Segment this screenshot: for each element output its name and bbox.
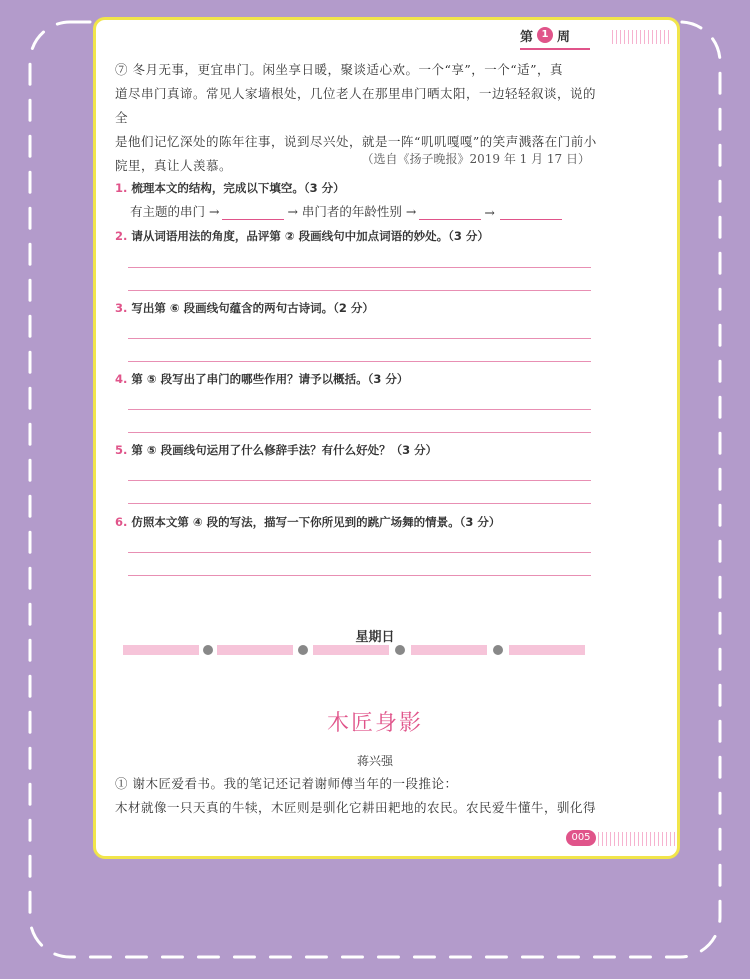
day-heading: 星期日 bbox=[355, 630, 395, 645]
fill-blank-2[interactable] bbox=[419, 205, 481, 220]
article-title: 木匠身影 bbox=[326, 711, 423, 736]
fill-text-1: 有主题的串门 → bbox=[130, 204, 220, 219]
answer-line[interactable] bbox=[128, 575, 591, 576]
divider-dot bbox=[395, 645, 405, 655]
answer-line[interactable] bbox=[128, 361, 591, 362]
question-number: 6. bbox=[115, 515, 128, 529]
question-text: 第 ⑤ 段写出了串门的哪些作用？请予以概括。（3 分） bbox=[131, 372, 409, 386]
divider-dot bbox=[493, 645, 503, 655]
header-stripes bbox=[612, 30, 672, 44]
answer-line[interactable] bbox=[128, 480, 591, 481]
question-6 bbox=[115, 514, 500, 530]
answer-line[interactable] bbox=[128, 552, 591, 553]
week-prefix: 第 bbox=[520, 29, 534, 45]
article-body bbox=[115, 772, 605, 820]
question-text: 请从词语用法的角度，品评第 ② 段画线句中加点词语的妙处。（3 分） bbox=[131, 229, 489, 243]
answer-line[interactable] bbox=[128, 338, 591, 339]
source-citation: （选自《扬子晚报》2019 年 1 月 17 日） bbox=[361, 152, 590, 166]
question-3 bbox=[115, 300, 374, 316]
question-1 bbox=[115, 180, 345, 196]
question-text: 仿照本文第 ④ 段的写法，描写一下你所见到的跳广场舞的情景。（3 分） bbox=[131, 515, 501, 529]
question-text: 写出第 ⑥ 段画线句蕴含的两句古诗词。（2 分） bbox=[131, 301, 374, 315]
article-author: 蒋兴强 bbox=[356, 754, 393, 768]
answer-line[interactable] bbox=[128, 503, 591, 504]
page-number: 005 bbox=[566, 830, 596, 846]
question-4 bbox=[115, 371, 408, 387]
paragraph-line: ⑦ 冬月无事，更宜串门。闲坐享日暖，聚谈适心欢。一个“享”，一个“适”，真 bbox=[115, 62, 564, 77]
day-divider bbox=[123, 645, 588, 655]
question-number: 1. bbox=[115, 181, 128, 195]
divider-dot bbox=[298, 645, 308, 655]
week-tab bbox=[520, 22, 570, 48]
week-number-badge: 1 bbox=[537, 27, 553, 43]
question-number: 3. bbox=[115, 301, 128, 315]
question-2 bbox=[115, 228, 489, 244]
week-suffix: 周 bbox=[557, 29, 571, 45]
question-text: 梳理本文的结构，完成以下填空。（3 分） bbox=[131, 181, 345, 195]
answer-line[interactable] bbox=[128, 432, 591, 433]
paragraph-line: 院里，真让人羡慕。 bbox=[115, 158, 233, 173]
answer-line[interactable] bbox=[128, 267, 591, 268]
question-number: 5. bbox=[115, 443, 128, 457]
article-line: 木材就像一只天真的牛犊，木匠则是驯化它耕田耙地的农民。农民爱牛懂牛，驯化得 bbox=[115, 800, 597, 815]
page-number-stripes bbox=[598, 832, 678, 846]
paragraph-line: 是他们记忆深处的陈年往事，说到尽兴处，就是一阵“叽叽嘎嘎”的笑声溅落在门前小 bbox=[115, 134, 597, 149]
fill-text-2: → 串门者的年龄性别 → bbox=[287, 204, 417, 219]
answer-line[interactable] bbox=[128, 290, 591, 291]
fill-text-3: → bbox=[484, 205, 495, 220]
question-number: 4. bbox=[115, 372, 128, 386]
question-5 bbox=[115, 442, 437, 458]
question-number: 2. bbox=[115, 229, 128, 243]
fill-blank-3[interactable] bbox=[500, 205, 562, 220]
paragraph-line: 道尽串门真谛。常见人家墙根处，几位老人在那里串门晒太阳，一边轻轻叙谈，说的全 bbox=[115, 86, 597, 125]
article-line: ① 谢木匠爱看书。我的笔记还记着谢师傅当年的一段推论： bbox=[115, 776, 458, 791]
question-text: 第 ⑤ 段画线句运用了什么修辞手法？有什么好处？（3 分） bbox=[131, 443, 438, 457]
answer-line[interactable] bbox=[128, 409, 591, 410]
structure-fill-row bbox=[130, 202, 562, 220]
fill-blank-1[interactable] bbox=[222, 205, 284, 220]
divider-dot bbox=[203, 645, 213, 655]
